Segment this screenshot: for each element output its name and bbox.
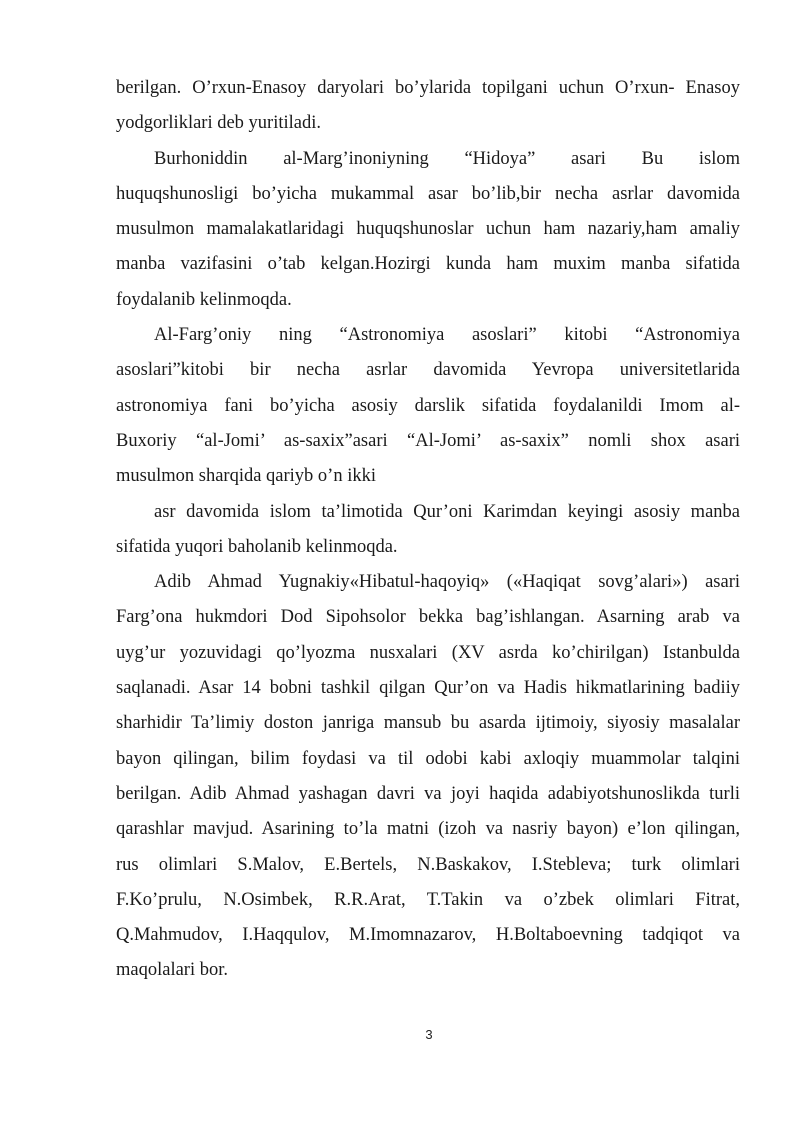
text-line: Q.Mahmudov, I.Haqqulov, M.Imomnazarov, H.Boltaboevning tadqiqot va [116,925,740,946]
text-line: qarashlar mavjud. Asarining to’la matni (izoh va nasriy bayon) e’lon qilingan, [116,819,740,840]
text-line: manba vazifasini o’tab kelgan.Hozirgi kunda ham muxim manba sifatida [116,254,740,275]
text-line: berilgan. Adib Ahmad yashagan davri va joyi haqida adabiyotshunoslikda turli [116,783,740,804]
text-line: F.Ko’prulu, N.Osimbek, R.R.Arat, T.Takin va o’zbek olimlari Fitrat, [116,889,740,910]
text-line: maqolalari bor. [116,960,228,981]
text-line: asr davomida islom ta’limotida Qur’oni Karimdan keyingi asosiy manba [154,501,740,522]
text-line: asoslari”kitobi bir necha asrlar davomida Yevropa universitetlarida [116,360,740,381]
text-line: uyg’ur yozuvidagi qo’lyozma nusxalari (XV asrda ko’chirilgan) Istanbulda [116,642,740,663]
text-line: musulmon mamalakatlaridagi huquqshunoslar uchun ham nazariy,ham amaliy [116,219,740,240]
text-line: Buxoriy “al-Jomi’ as-saxix”asari “Al-Jomi’ as-saxix” nomli shox asari [116,430,740,451]
text-line: huquqshunosligi bo’yicha mukammal asar bo’lib,bir necha asrlar davomida [116,183,740,204]
text-line: Al-Farg’oniy ning “Astronomiya asoslari” kitobi “Astronomiya [154,325,740,346]
text-line: yodgorliklari deb yuritiladi. [116,113,321,134]
text-line: Adib Ahmad Yugnakiy«Hibatul-haqoyiq» («Haqiqat sovg’alari») asari [154,572,740,593]
text-line: Farg’ona hukmdori Dod Sipohsolor bekka bag’ishlangan. Asarning arab va [116,607,740,628]
text-line: berilgan. O’rxun-Enasoy daryolari bo’ylarida topilgani uchun O’rxun- Enasoy [116,78,740,98]
page-number: 3 [425,1027,433,1042]
text-line: musulmon sharqida qariyb o’n ikki [116,466,376,487]
text-line: astronomiya fani bo’yicha asosiy darslik sifatida foydalanildi Imom al- [116,395,740,416]
document-body [116,71,740,989]
text-line: Burhoniddin al-Marg’inoniyning “Hidoya” asari Bu islom [154,148,740,169]
text-line: rus olimlari S.Malov, E.Bertels, N.Baskakov, I.Stebleva; turk olimlari [116,854,740,875]
text-line: sharhidir Ta’limiy doston janriga mansub bu asarda ijtimoiy, siyosiy masalalar [116,713,740,734]
text-line: sifatida yuqori baholanib kelinmoqda. [116,536,398,557]
text-line: foydalanib kelinmoqda. [116,289,292,310]
text-line: saqlanadi. Asar 14 bobni tashkil qilgan Qur’on va Hadis hikmatlarining badiiy [116,678,740,699]
text-line: bayon qilingan, bilim foydasi va til odobi kabi axloqiy muammolar talqini [116,748,740,769]
